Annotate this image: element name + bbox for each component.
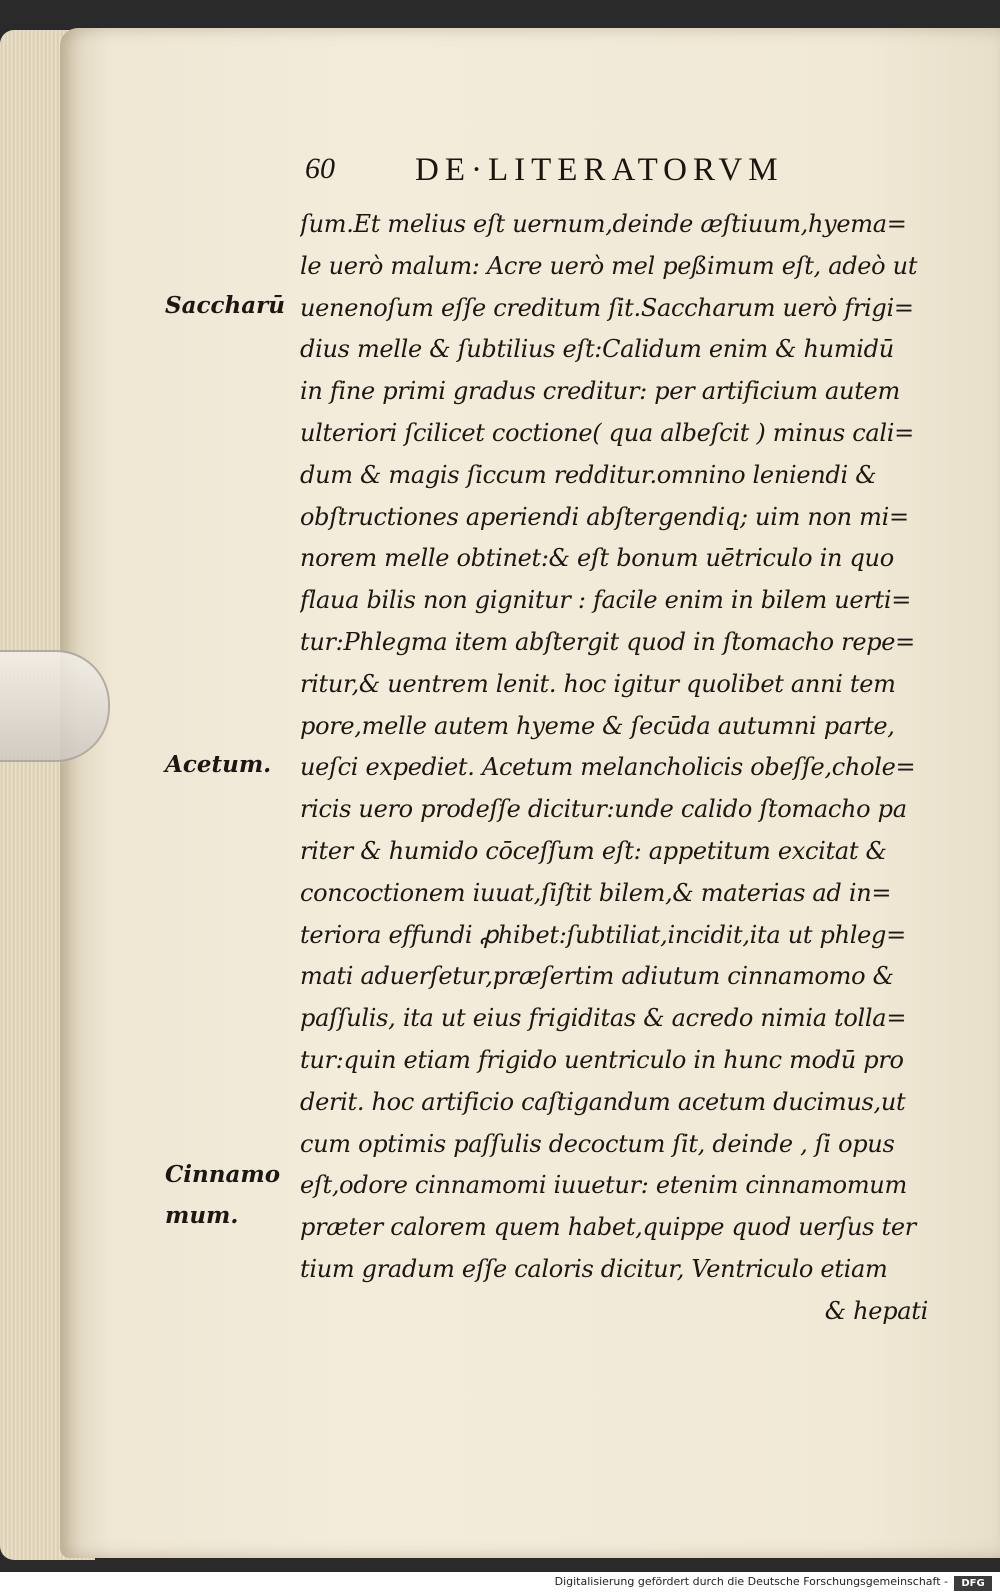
text-line: concoctionem iuuat,ſiſtit bilem,& materias ad in=: [300, 878, 892, 907]
dfg-logo-icon: DFG: [954, 1576, 992, 1591]
text-line: paſſulis, ita ut eius frigiditas & acredo nimia tolla=: [300, 1004, 907, 1033]
text-line: obſtructiones aperiendi abſtergendiq; uim non mi=: [300, 502, 909, 531]
footer-credit: Digitalisierung gefördert durch die Deutsche Forschungsgemeinschaft -: [554, 1575, 948, 1588]
text-line: flaua bilis non gignitur : facile enim in bilem uerti=: [300, 586, 912, 615]
text-line: tur:Phlegma item abſtergit quod in ſtomacho repe=: [300, 627, 915, 656]
catchword: & hepati: [824, 1296, 928, 1325]
text-line: riter & humido cōceſſum eſt: appetitum excitat &: [300, 836, 887, 865]
text-line: dum & magis ſiccum redditur.omnino leniendi &: [300, 460, 877, 489]
text-line: tium gradum eſſe caloris dicitur, Ventriculo etiam: [300, 1254, 888, 1283]
text-line: ueſci expediet. Acetum melancholicis obeſſe,chole=: [300, 753, 916, 782]
text-line: teriora effundi ꝓhibet:ſubtiliat,incidit,ita ut phleg=: [300, 920, 906, 949]
text-line: ritur,& uentrem lenit. hoc igitur quolibet anni tem: [300, 669, 896, 698]
text-line: mati aduerſetur,præſertim adiutum cinnamomo &: [300, 962, 894, 991]
text-line: ulteriori ſcilicet coctione( qua albeſcit ) minus cali=: [300, 418, 914, 447]
margin-note-cinnamomum-1: Cinnamo: [165, 1161, 281, 1188]
text-line: le uerò malum: Acre uerò mel peßimum eſt, adeò ut: [300, 251, 918, 280]
margin-note-acetum: Acetum.: [165, 751, 272, 778]
text-line: tur:quin etiam frigido uentriculo in hunc modū pro: [300, 1045, 904, 1074]
text-line: derit. hoc artificio caſtigandum acetum ducimus,ut: [300, 1087, 906, 1116]
text-line: præter calorem quem habet,quippe quod uerſus ter: [300, 1213, 916, 1242]
text-line: ricis uero prodeſſe dicitur:unde calido ſtomacho pa: [300, 795, 907, 824]
text-line: eſt,odore cinnamomi iuuetur: etenim cinnamomum: [300, 1171, 907, 1200]
running-title: DE·LITERATORVM: [415, 152, 784, 188]
page-number: 60: [305, 152, 335, 185]
text-line: ſum.Et melius eſt uernum,deinde æſtiuum,hyema=: [300, 210, 907, 238]
page-clip: [0, 650, 110, 762]
text-line: in fine primi gradus creditur: per artificium autem: [300, 377, 900, 406]
text-line: cum optimis paſſulis decoctum ſit, deinde , ſi opus: [300, 1129, 895, 1158]
body-text: [300, 204, 940, 1333]
text-line: uenenoſum eſſe creditum ſit.Saccharum uerò frigi=: [300, 293, 914, 322]
text-line: dius melle & ſubtilius eſt:Calidum enim & humidū: [300, 335, 894, 364]
margin-note-cinnamomum-2: mum.: [165, 1202, 239, 1229]
page-header: [305, 152, 895, 198]
margin-note-saccharum: Saccharū: [165, 292, 285, 319]
footer-bar: [0, 1572, 1000, 1595]
text-line: pore,melle autem hyeme & ſecūda autumni parte,: [300, 711, 895, 740]
text-line: norem melle obtinet:& eſt bonum uētriculo in quo: [300, 544, 894, 573]
